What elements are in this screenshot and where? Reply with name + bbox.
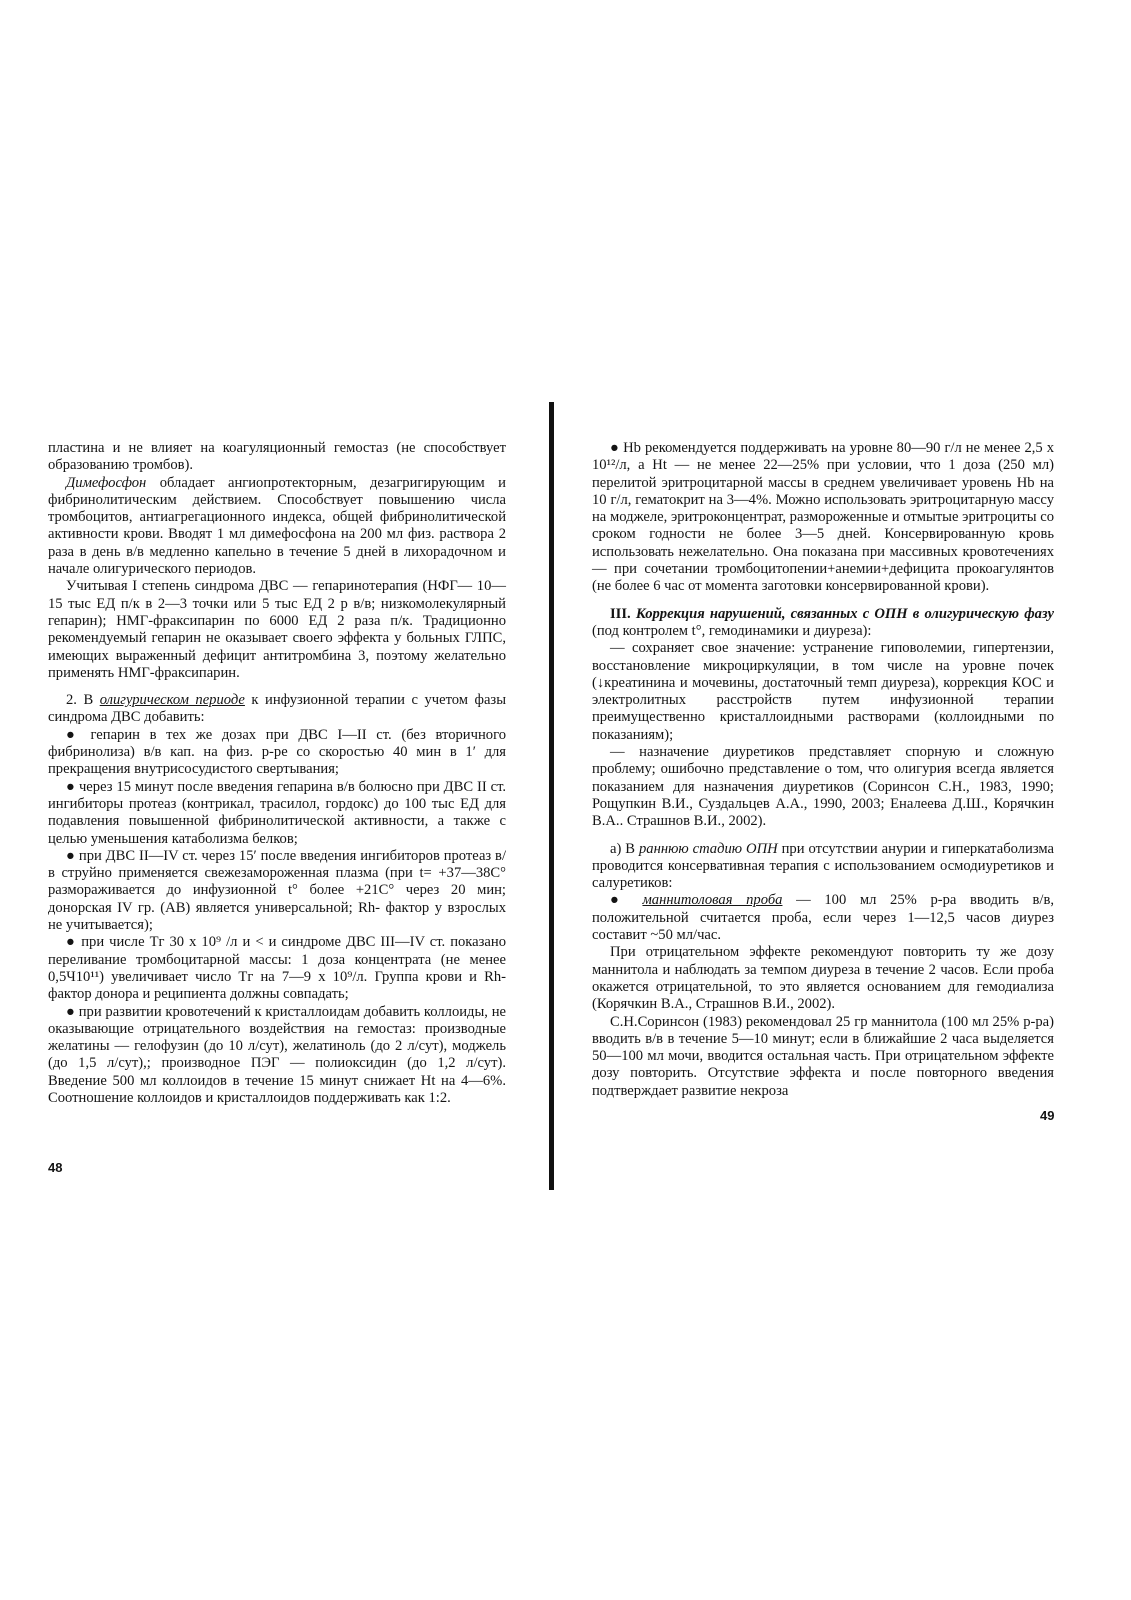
bullet-item-mannitol — [592, 892, 1054, 944]
bullet-item: ● гепарин в тех же дозах при ДВС I—II ст. (без вторичного фибринолиза) в/в кап. на физ. р-ре со скоростью 40 мин в 1′ для прекращения внутрисосудистого свертывания; — [48, 726, 506, 778]
term-dimefosfon: Димефосфон — [66, 474, 147, 491]
paragraph-text: к инфузионной терапии с учетом фазы синдрома ДВС добавить: — [48, 692, 507, 726]
left-page — [48, 440, 506, 1107]
term-early-stage: раннюю стадию ОПН — [639, 840, 778, 857]
book-spine-divider — [549, 402, 554, 1190]
section-note: (под контролем t°, гемодинамики и диуреза): — [592, 622, 872, 639]
paragraph: С.Н.Соринсон (1983) рекомендовал 25 гр маннитола (100 мл 25% р-ра) вводить в/в в течение 5—10 минут; если в ближайшие 2 часа выделяется 50—100 мл мочи, вводится остальная часть. При отрицательном эффекте дозу повторить. Отсутствие эффекта и после повторного введения подтверждает развитие некроза — [592, 1013, 1054, 1099]
bullet-item: ● при развитии кровотечений к кристаллоидам добавить коллоиды, не оказывающие отрицательного воздействия на гемостаз: производные желатины — гелофузин (до 10 л/сут), желатиноль (до 2 л/сут), моджель (до 1,5 л/сут),; производное ПЭГ — полиоксидин (до 1,2 л/сут). Введение 500 мл коллоидов в течение 15 минут снижает Ht на 4—6%. Соотношение коллоидов и кристаллоидов поддерживать как 1:2. — [48, 1003, 506, 1106]
dash-item: — назначение диуретиков представляет спорную и сложную проблему; ошибочно представление о том, что олигурия всегда является показанием для назначения диуретиков (Соринсон С.Н., 1983, 1990; Рощупкин В.И., Суздальцев А.А., 1990, 2003; Еналеева Д.Ш., Корячкин В.А.. Страшнов В.И., 2002). — [592, 744, 1054, 830]
section-number: III. — [610, 605, 636, 622]
paragraph-oliguric-period — [48, 692, 506, 727]
bullet-item: ● через 15 минут после введения гепарина в/в болюсно при ДВС II ст. ингибиторы протеаз (контрикал, трасилол, гордокс) до 100 тыс ЕД для подавления повышенной фибринолитической активности, а также с целью уменьшения катаболизма белков; — [48, 778, 506, 847]
page-number-left: 48 — [48, 1160, 63, 1175]
paragraph: пластина и не влияет на коагуляционный гемостаз (не способствует образованию тромбов). — [48, 440, 506, 474]
paragraph: При отрицательном эффекте рекомендуют повторить ту же дозу маннитола и наблюдать за темпом диуреза в течение 2 часов. Если проба окажется отрицательной, то это является основанием для гемодиализа (Корячкин В.А., Страшнов В.И., 2002). — [592, 944, 1054, 1013]
paragraph-early-stage — [592, 841, 1054, 893]
section-heading — [592, 606, 1054, 641]
section-title: Коррекция нарушений, связанных с ОПН в олигурическую фазу — [635, 605, 1055, 622]
bullet-item: ● при ДВС II—IV ст. через 15′ после введения ингибиторов протеаз в/в струйно применяется свежезамороженная плазма (при t= +37—38С° размораживается до инфузионной t° более +21С° через 20 мин; донорская IV гр. (АВ) является универсальной; Rh- фактор у взрослых не учитывается); — [48, 847, 506, 934]
paragraph-text: при отсутствии анурии и гиперкатаболизма проводится консервативная терапия с использованием осмодиуретиков и салуретиков: — [592, 840, 1055, 892]
page-number-right: 49 — [1040, 1108, 1055, 1123]
paragraph-text: а) В — [610, 840, 639, 857]
term-mannitol-test: маннитоловая проба — [642, 892, 783, 909]
bullet-item: ● Hb рекомендуется поддерживать на уровне 80—90 г/л не менее 2,5 х 10¹²/л, а Ht — не менее 22—25% при условии, что 1 доза (250 мл) перелитой эритроцитарной массы в среднем увеличивает уровень Hb на 10 г/л, гематокрит на 3—4%. Можно использовать эритроцитарную массу на моджеле, эритроконцентрат, размороженные и отмытые эритроциты со сроком годности не более 3—5 дней. Консервированную кровь использовать нежелательно. Она показана при массивных кровотечениях — при сочетании тромбоцитопении+анемии+дефицита прокоагулянтов (не более 6 час от момента заготовки консервированной крови). — [592, 440, 1054, 595]
paragraph-heparin-therapy: Учитывая I степень синдрома ДВС — гепаринотерапия (НФГ— 10—15 тыс ЕД п/к в 2—3 точки или 5 тыс ЕД 2 р в/в; низкомолекулярный гепарин); НМГ-фраксипарин по 6000 ЕД 2 раза п/к. Традиционно рекомендуемый гепарин не оказывает своего эффекта у больных ГЛПС, имеющих выраженный дефицит антитромбина 3, поэтому желательно применять НМГ-фраксипарин. — [48, 578, 506, 681]
term-oliguric-period: олигурическом периоде — [99, 692, 245, 709]
bullet-item: ● при числе Тг 30 х 10⁹ /л и < и синдроме ДВС III—IV ст. показано переливание тромбоцитарной массы: 1 доза концентрата (не менее 0,5Ч10¹¹) увеличивает число Тг на 7—9 х 10⁹/л. Группа крови и Rh-фактор донора и реципиента должны совпадать; — [48, 934, 506, 1003]
paragraph-text: обладает ангиопротекторным, дезагригирующим и фибринолитическим действием. Способствует повышению числа тромбоцитов, антиагрегационного индекса, общей фибринолитической активности крови. Вводят 1 мл димефосфона на 200 мл физ. раствора 2 раза в день в/в медленно капельно в течение 5 дней в лихорадочном и начале олигурического периодов. — [48, 474, 506, 578]
paragraph-text: 2. В — [66, 692, 100, 709]
paragraph-dimefosfon — [48, 475, 506, 579]
right-page — [592, 440, 1054, 1100]
paragraph-text: — 100 мл 25% р-ра вводить в/в, положительной считается проба, если через 1—12,5 часов диурез составит ~50 мл/час. — [592, 892, 1054, 944]
dash-item: — сохраняет свое значение: устранение гиповолемии, гипертензии, восстановление микроциркуляции, в том числе на уровне почек (↓креатинина и мочевины, достаточный темп диуреза), коррекция КОС и электролитных расстройств путем инфузионной терапии преимущественно кристаллоидными растворами (коллоидными по показаниям); — [592, 640, 1054, 743]
bullet-glyph: ● — [610, 892, 643, 909]
